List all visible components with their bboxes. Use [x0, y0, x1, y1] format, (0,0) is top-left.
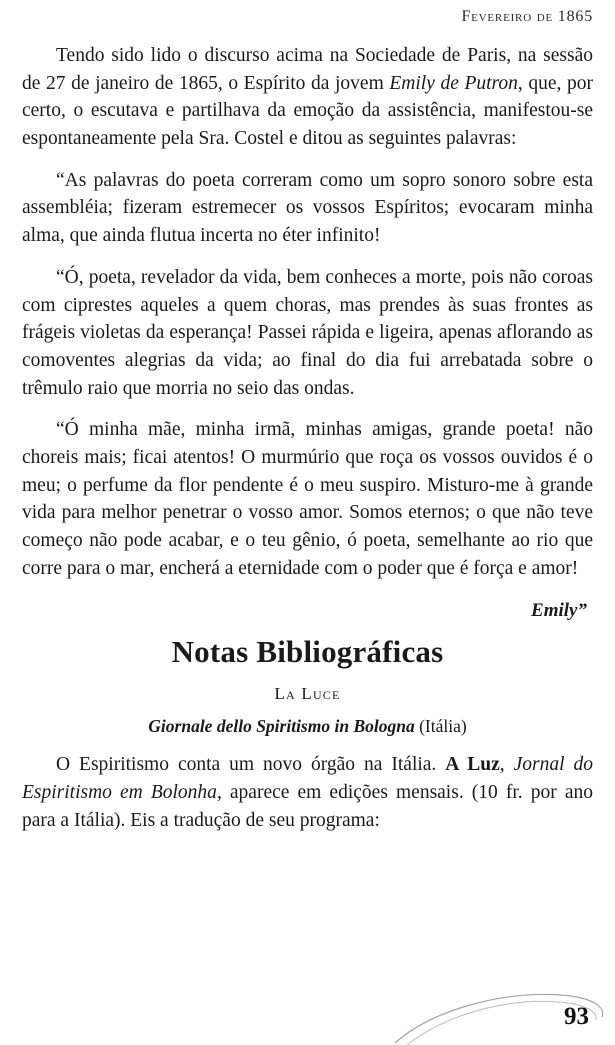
- text-run-bold: A Luz: [445, 754, 500, 776]
- text-run: “Ó minha mãe, minha irmã, minhas amigas, grande poeta! não choreis mais; ficai atentos! O murmúrio que roça os vossos ouvidos é o meu; o perfume da flor pendente é o meu suspiro. Misturo-me à grande vida para melhor penetrar o vosso amor. Somos eternos; o que não teve começo não pode acabar, e o teu gênio, ó poeta, semelhante ao rio que corre para o mar, encherá a eternidade com o poder que é força e amor!: [22, 419, 593, 579]
- text-run: “As palavras do poeta correram como um sopro sonoro sobre esta assembléia; fizeram estremecer os vossos Espíritos; evocaram minha alma, que ainda flutua incerta no éter infinito!: [22, 169, 593, 247]
- text-run: , aparece em edições mensais. (10 fr. por ano para a Itália). Eis a tradução de seu programa:: [22, 782, 593, 831]
- body-column: [18, 42, 597, 834]
- quote-signature: Emily”: [531, 600, 587, 622]
- text-run: , que, por certo, o escutava e partilhava da emoção da assistência, manifestou-se espontaneamente pela Sra. Costel e ditou as seguintes palavras:: [22, 72, 593, 150]
- paragraph-quote-1: [22, 167, 593, 250]
- page-number: 93: [564, 1003, 589, 1030]
- periodical-name: La Luce: [274, 684, 341, 704]
- periodical-subtitle-country: (Itália): [419, 716, 467, 737]
- footer-swash-ornament: [0, 965, 615, 1045]
- paragraph-intro: [22, 42, 593, 153]
- periodical-subtitle: [22, 716, 593, 737]
- section-title: Notas Bibliográficas: [171, 634, 444, 670]
- text-run: O Espiritismo conta um novo órgão na Itália.: [56, 754, 446, 776]
- text-run: Tendo sido lido o discurso acima na Sociedade de Paris, na sessão de 27 de janeiro de 1865, o Espírito da jovem: [22, 45, 593, 94]
- paragraph-quote-2: [22, 264, 593, 402]
- text-run-italic: Emily de Putron: [389, 72, 518, 94]
- text-run: ,: [499, 754, 514, 776]
- text-run: “Ó, poeta, revelador da vida, bem conheces a morte, pois não coroas com ciprestes aqueles a quem choras, mas prendes às suas frontes as frágeis violetas da esperança! Passei rápida e ligeira, apenas aflorando as comoventes alegrias da vida; ao final do dia fui arrebatada sobre o trêmulo raio que morria no seio das ondas.: [22, 266, 593, 399]
- periodical-subtitle-title: Giornale dello Spiritismo in Bologna: [148, 716, 415, 737]
- paragraph-quote-3: [22, 416, 593, 582]
- text-run-italic: Jornal do Espiritismo em Bolonha: [22, 754, 593, 804]
- running-head: Fevereiro de 1865: [461, 8, 593, 25]
- paragraph-closing: [22, 751, 593, 834]
